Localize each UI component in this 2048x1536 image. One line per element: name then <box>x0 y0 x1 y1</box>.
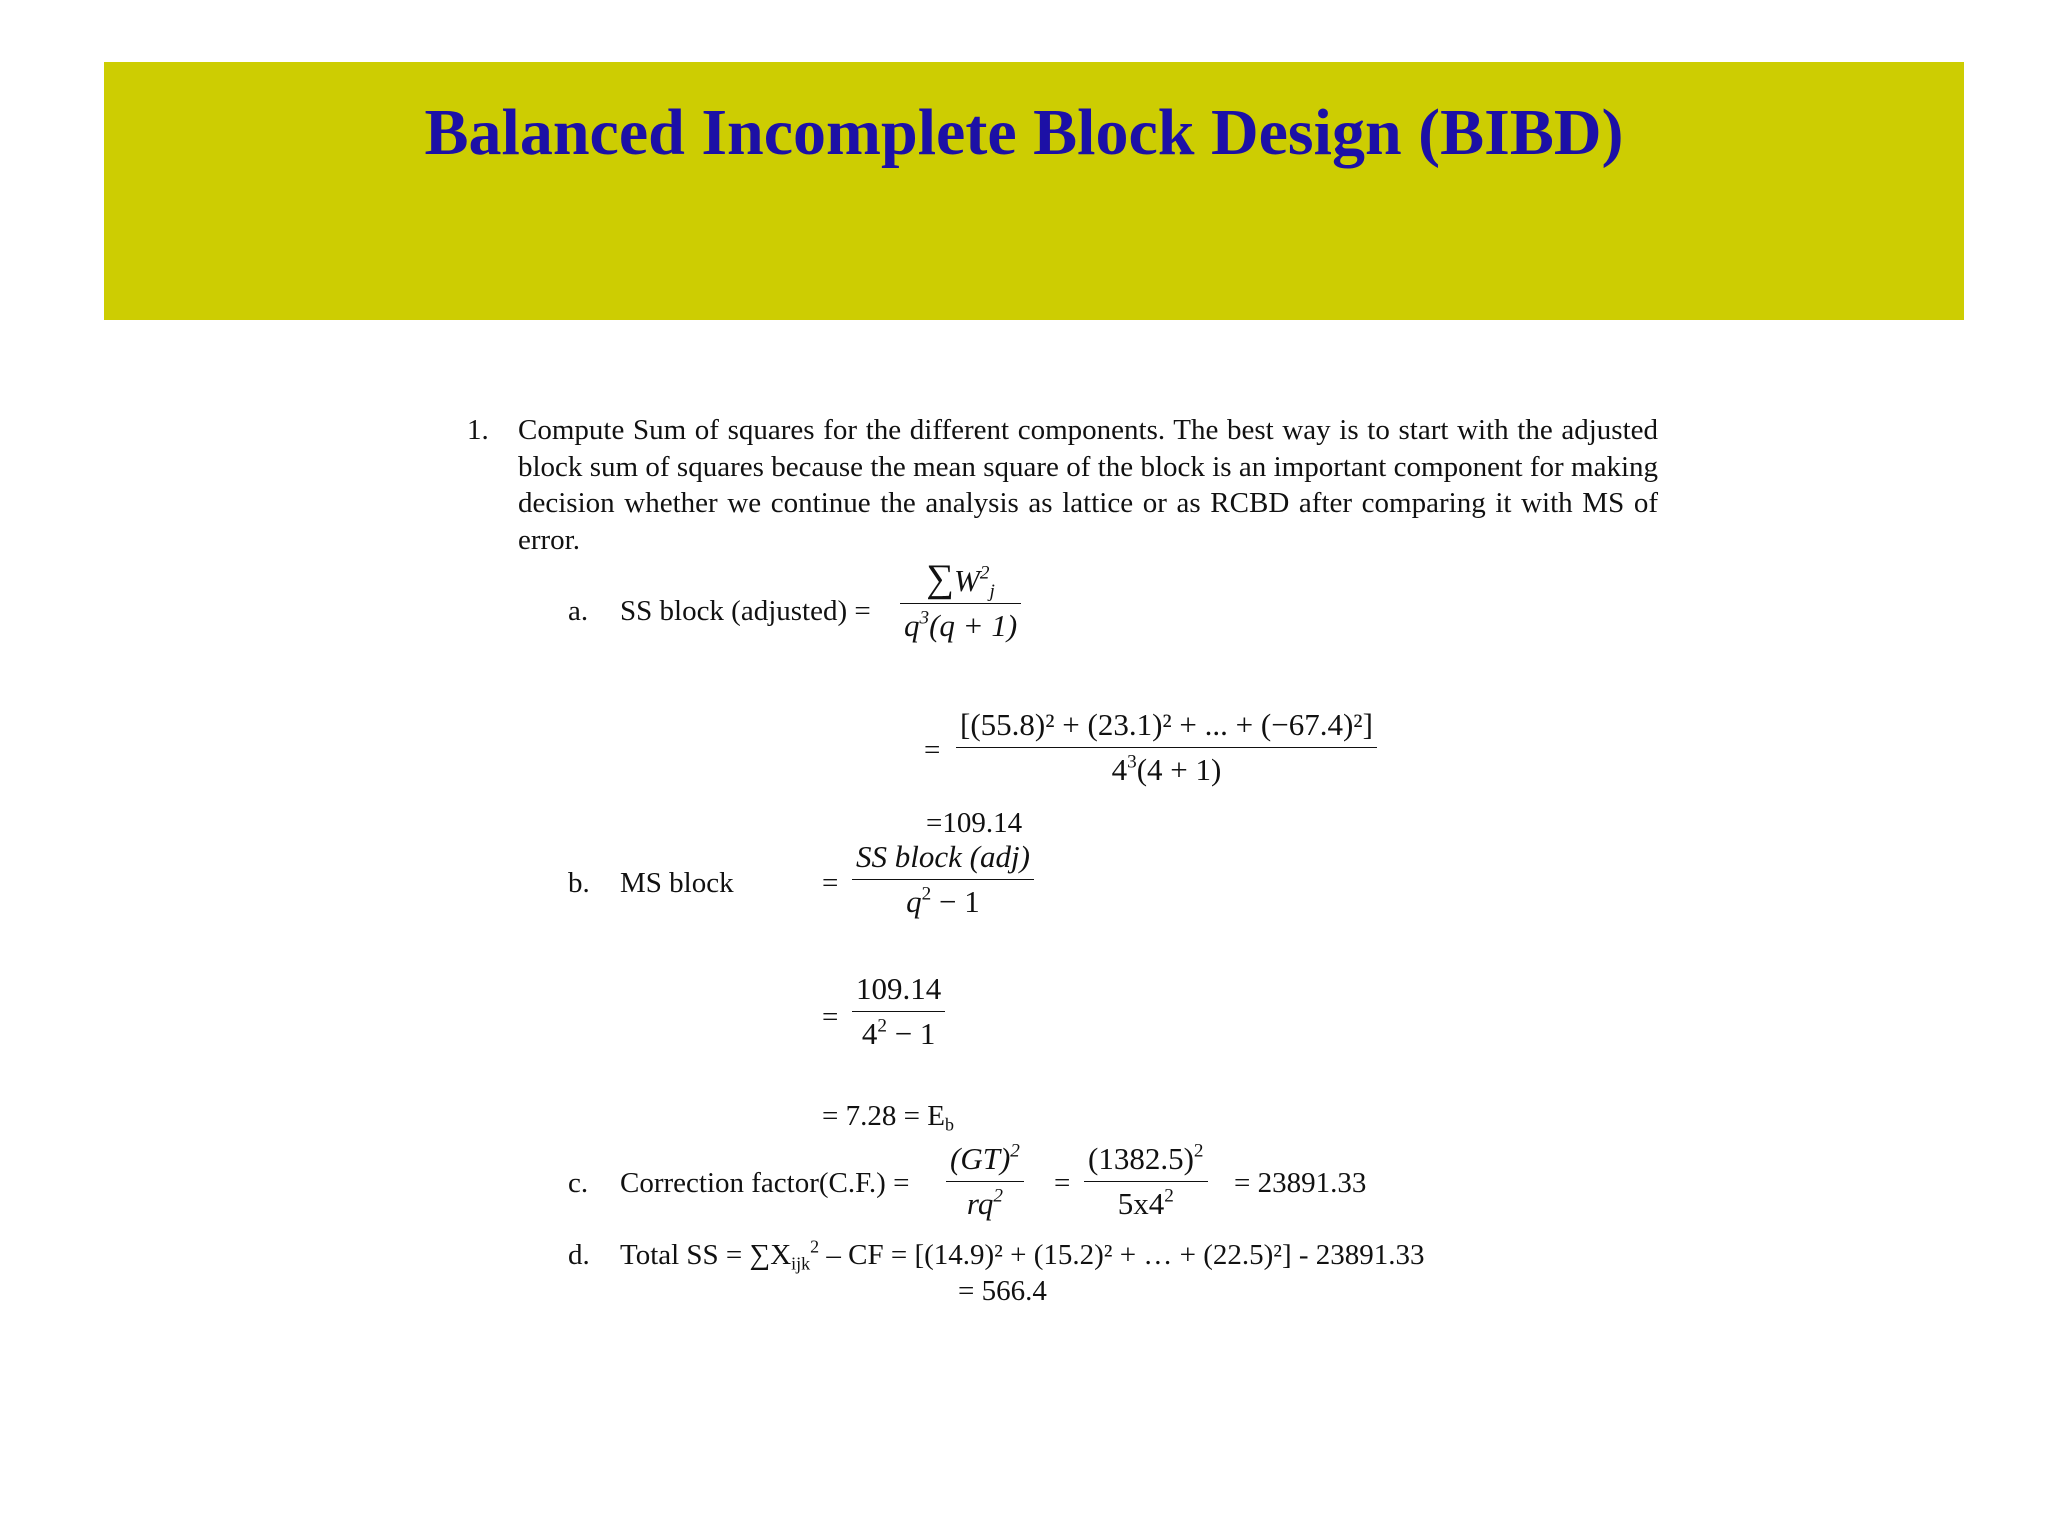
item-a-formula-denominator: $q^3(q + 1)$ <box>904 607 1018 643</box>
item-a-formula-numerator: $\sum W^2_j$ <box>926 557 995 602</box>
item-a-result: =109.14 <box>926 807 1023 839</box>
item-b-result: = $7.28 = E_b$ <box>822 1100 954 1135</box>
item-a-label: SS block (adjusted) = <box>620 595 871 627</box>
item-b-formula-bar <box>852 879 1034 880</box>
page-title: Balanced Incomplete Block Design (BIBD) <box>424 96 1624 169</box>
item-a-calc-bar <box>956 747 1377 748</box>
item-c-letter: c. <box>568 1167 589 1199</box>
item-a-calc-denominator: $4^3(4 + 1)$ <box>1111 751 1222 787</box>
item-b-equals: = <box>822 867 839 899</box>
item-b-formula <box>852 838 1034 921</box>
item-d-letter: d. <box>568 1239 590 1271</box>
item-a-letter: a. <box>568 595 589 627</box>
item-c-calc-numerator: $(1382.5)^2$ <box>1088 1140 1204 1176</box>
item-c-calc-equals: = <box>1054 1167 1071 1199</box>
item-a-calculation <box>956 706 1377 789</box>
item-c-label: Correction factor(C.F.) = <box>620 1167 910 1199</box>
item-b-formula-denominator: $q^2 - 1$ <box>906 883 980 919</box>
item-c-formula-denominator: $rq^2$ <box>966 1185 1003 1221</box>
item-b-calc-numerator: 109.14 <box>856 971 942 1006</box>
item-c-formula-bar <box>946 1181 1024 1182</box>
item-c-calc-bar <box>1084 1181 1208 1182</box>
item-c-calc-denominator: $5x4^2$ <box>1117 1185 1174 1221</box>
item-a-formula-bar <box>900 603 1021 604</box>
item-c-result: = 23891.33 <box>1234 1167 1367 1199</box>
step-description: Compute Sum of squares for the different components. The best way is to start with the adjusted block sum of squares because the mean square of the block is an important component for making decision whether we continue the analysis as lattice or as RCBD after comparing it with MS of error. <box>518 414 1658 556</box>
item-b-calc-denominator: $4^2 - 1$ <box>861 1015 936 1051</box>
item-c-formula-numerator: (GT)$^2$ <box>950 1140 1020 1176</box>
item-b-calc-bar <box>852 1011 945 1012</box>
item-b-label: MS block <box>620 867 734 899</box>
item-a-calc-equals: = <box>924 734 941 766</box>
item-c-calculation <box>1084 1140 1208 1223</box>
item-d-result: = 566.4 <box>958 1275 1047 1307</box>
item-a-formula <box>900 557 1021 645</box>
item-b-formula-numerator: SS block (adj) <box>856 839 1030 874</box>
item-b-letter: b. <box>568 867 590 899</box>
item-a-calc-numerator: [(55.8)² + (23.1)² + ... + (−67.4)²] <box>960 707 1373 742</box>
item-b-calculation <box>852 970 945 1053</box>
step-number: 1. <box>467 414 489 446</box>
item-d-equation: Total SS = $\sum X_{ijk}^2$ – CF = [(14.9)² + (15.2)² + … + (22.5)²] - 23891.33 <box>620 1236 1425 1274</box>
item-b-calc-equals: = <box>822 1001 839 1033</box>
item-c-formula <box>946 1140 1024 1223</box>
